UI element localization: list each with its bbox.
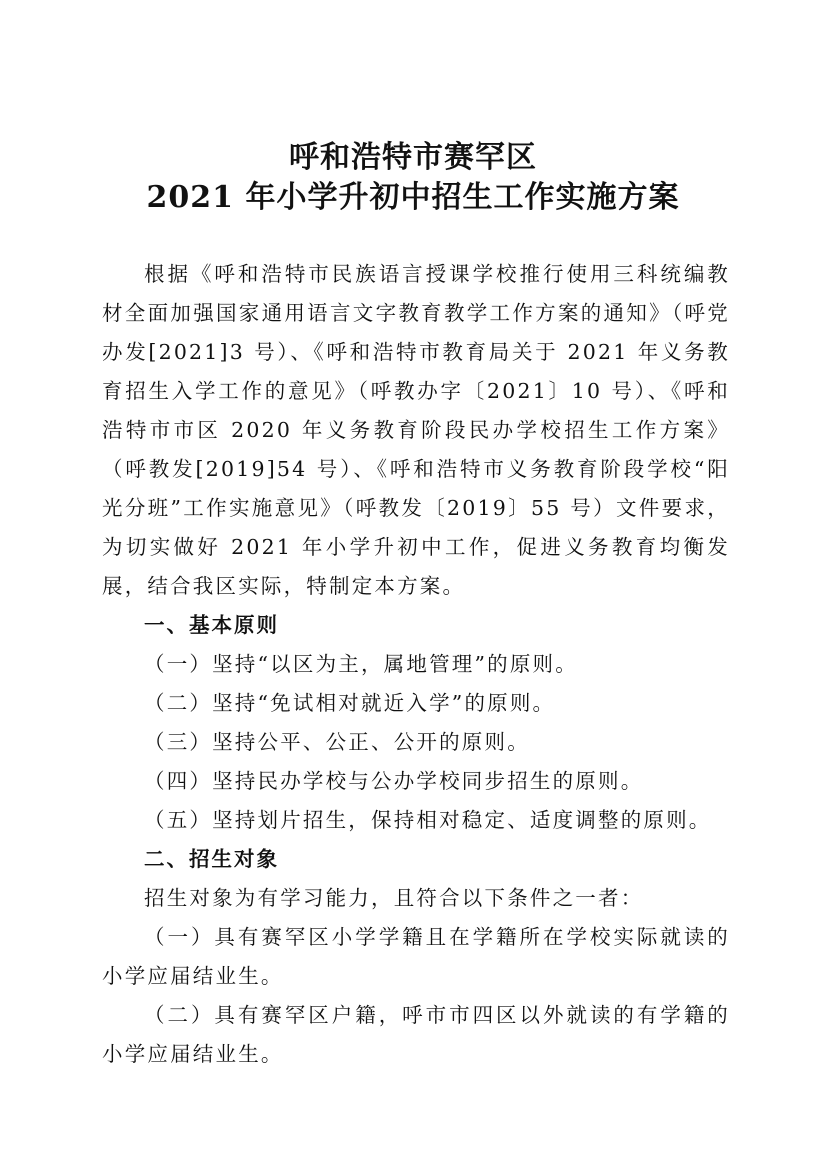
principle-item: （五）坚持划片招生，保持相对稳定、适度调整的原则。	[144, 808, 712, 832]
enrollment-item: （一）具有赛罕区小学学籍且在学籍所在学校实际就读的小学应届结业生。	[102, 925, 730, 988]
document-title-line1: 呼和浩特市赛罕区	[289, 140, 537, 175]
principle-item: （二）坚持“免试相对就近入学”的原则。	[144, 691, 556, 715]
principle-item: （一）坚持“以区为主，属地管理”的原则。	[144, 652, 578, 676]
section-heading-principles: 一、基本原则	[144, 613, 279, 637]
document-title-line2: 2021 年小学升初中招生工作实施方案	[146, 180, 680, 215]
principle-item: （三）坚持公平、公正、公开的原则。	[144, 730, 530, 754]
enrollment-item: （二）具有赛罕区户籍，呼市市四区以外就读的有学籍的小学应届结业生。	[102, 1003, 730, 1066]
principle-item: （四）坚持民办学校与公办学校同步招生的原则。	[144, 769, 644, 793]
document-body	[102, 255, 730, 1074]
section-heading-enrollment: 二、招生对象	[144, 847, 279, 871]
enrollment-intro: 招生对象为有学习能力，且符合以下条件之一者：	[144, 886, 644, 910]
intro-paragraph: 根据《呼和浩特市民族语言授课学校推行使用三科统编教材全面加强国家通用语言文字教育教学工作方案的通知》（呼党办发[2021]3 号）、《呼和浩特市教育局关于 2021 年义务教育招生入学工作的意见》（呼教办字〔2021〕10 号）、《呼和浩特市市区 2020 年义务教育阶段民办学校招生工作方案》（呼教发[2019]54 号）、《呼和浩特市义务教育阶段学校“阳光分班”工作实施意见》（呼教发〔2019〕55 号）文件要求，为切实做好 2021 年小学升初中工作，促进义务教育均衡发展，结合我区实际，特制定本方案。	[102, 262, 730, 598]
